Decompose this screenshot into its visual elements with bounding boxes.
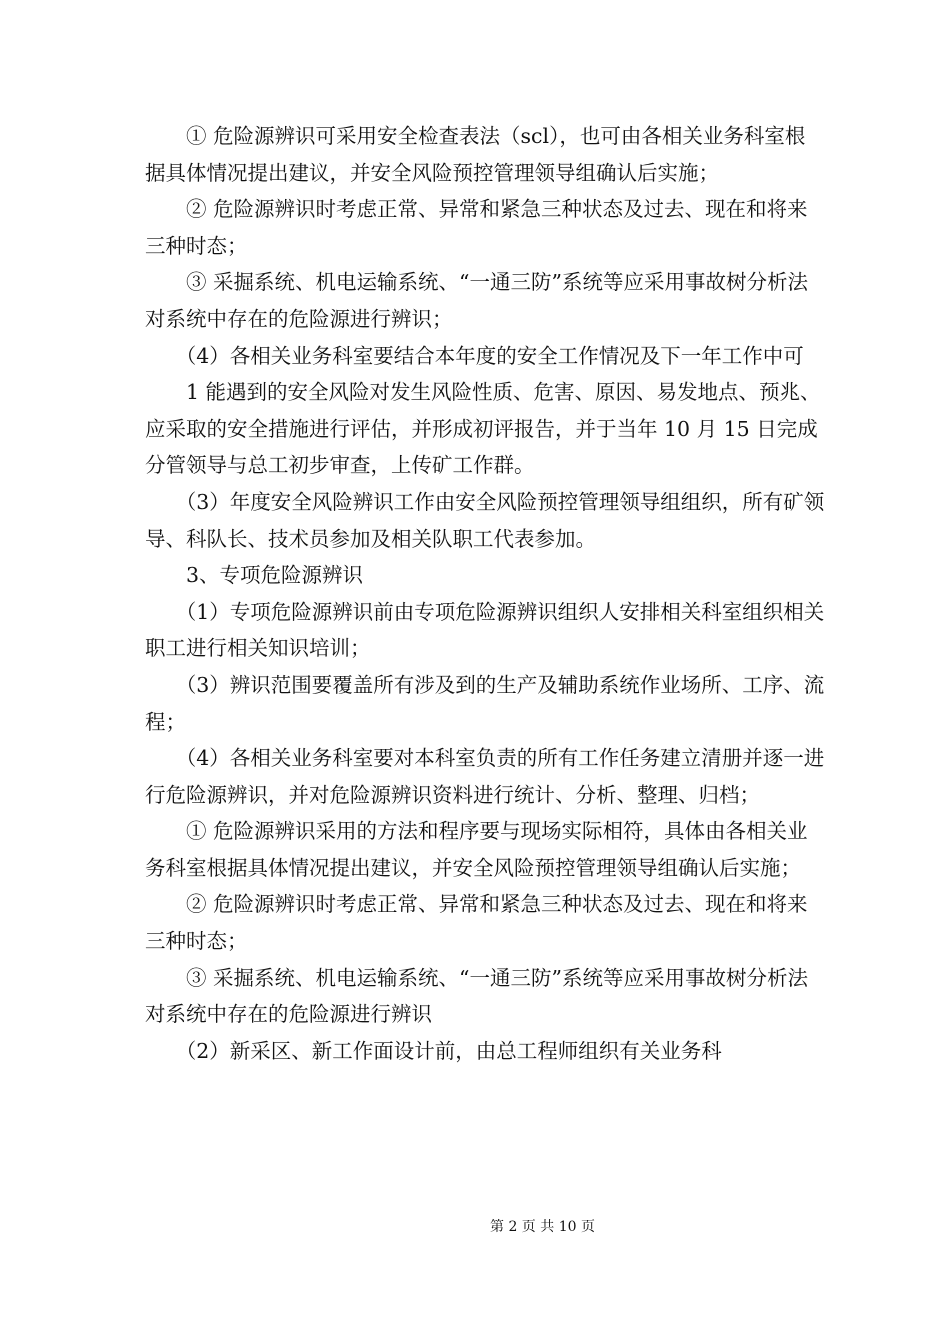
paragraph: （3）年度安全风险辨识工作由安全风险预控管理领导组组织，所有矿领导、科队长、技术员参加及相关队职工代表参加。 [145,489,825,551]
paragraph: ① 危险源辨识采用的方法和程序要与现场实际相符，具体由各相关业务科室根据具体情况提出建议，并安全风险预控管理领导组确认后实施； [145,819,808,880]
paragraph: ③ 采掘系统、机电运输系统、“一通三防”系统等应采用事故树分析法对系统中存在的危险源进行辨识 [145,965,808,1027]
paragraph: 1 能遇到的安全风险对发生风险性质、危害、原因、易发地点、预兆、应采取的安全措施进行评估，并形成初评报告，并于当年 10 月 15 日完成分管领导与总工初步审查，上传矿工作群。 [145,380,821,478]
paragraph: ② 危险源辨识时考虑正常、异常和紧急三种状态及过去、现在和将来三种时态； [145,892,808,954]
paragraph: （3）辨识范围要覆盖所有涉及到的生产及辅助系统作业场所、工序、流程； [145,672,825,734]
page-number-footer: 第 2 页 共 10 页 [490,1219,595,1235]
paragraph: （4）各相关业务科室要结合本年度的安全工作情况及下一年工作中可 [145,343,804,368]
paragraph: ③ 采掘系统、机电运输系统、“一通三防”系统等应采用事故树分析法对系统中存在的危险源进行辨识； [145,270,808,331]
paragraph: ① 危险源辨识可采用安全检查表法（scl），也可由各相关业务科室根据具体情况提出建议，并安全风险预控管理领导组确认后实施； [145,124,806,185]
section-heading: 3、专项危险源辨识 [145,563,364,588]
document-body [145,118,825,1069]
paragraph: （4）各相关业务科室要对本科室负责的所有工作任务建立清册并逐一进行危险源辨识，并对危险源辨识资料进行统计、分析、整理、归档； [145,746,825,807]
paragraph: ② 危险源辨识时考虑正常、异常和紧急三种状态及过去、现在和将来三种时态； [145,197,808,258]
paragraph: （1）专项危险源辨识前由专项危险源辨识组织人安排相关科室组织相关职工进行相关知识培训； [145,599,825,661]
paragraph: （2）新采区、新工作面设计前，由总工程师组织有关业务科 [145,1038,722,1063]
